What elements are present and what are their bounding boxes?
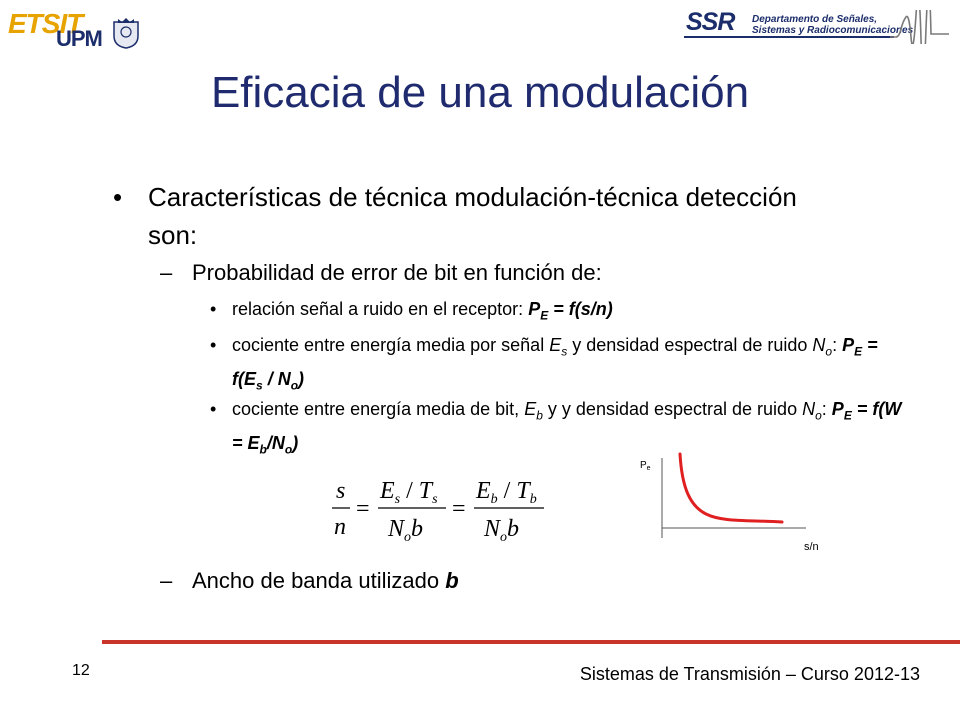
- svg-text:Eb / Tb: $E_b / T_b$: [476, 478, 537, 507]
- formula-pe-snr: $P_E = f(s/n)$: [528, 299, 613, 323]
- symbol-es: $E_s$: [549, 335, 568, 359]
- signal-wave-icon: [890, 10, 954, 44]
- dash-marker: –: [160, 260, 173, 285]
- sub-bullet-bandwidth: [192, 566, 459, 596]
- ssr-logo-text: SSR: [686, 8, 735, 36]
- symbol-eb: $E_b$: [524, 399, 543, 423]
- snr-equation: [330, 470, 550, 550]
- chart-series-line: [680, 454, 782, 522]
- item-energy-per-bit-text-b: y y densidad espectral de ruido: [547, 399, 798, 419]
- department-name-line2: Sistemas y Radiocomunicaciones: [752, 25, 914, 36]
- item-snr-text: relación señal a ruido en el receptor:: [232, 299, 524, 319]
- item-bullet-marker: •: [210, 399, 217, 419]
- bullet-marker: •: [113, 182, 123, 212]
- ssr-logo: [684, 6, 954, 46]
- sub-bullet-probability: Probabilidad de error de bit en función de:: [192, 260, 602, 285]
- formula-pe-w: $P_E = f(W = E_b/N_o)$: [232, 399, 902, 457]
- item-energy-per-bit-text-a: cociente entre energía media de bit,: [232, 399, 520, 419]
- item-energy-per-signal: cociente entre energía media por señal $E_s$ y densidad espectral de ruido $N_o$: $P_E = f(E_s / N_o)$: [232, 335, 878, 393]
- item-energy-per-bit: cociente entre energía media de bit, $E_b$ y y densidad espectral de ruido $N_o$: $P_E = f(W = E_b/N_o)$: [232, 399, 902, 457]
- etsit-upm-logo: [8, 8, 158, 50]
- bullet-characteristics: Características de técnica modulación-técnica detección son:: [148, 182, 797, 250]
- item-energy-per-signal-text-b: y densidad espectral de ruido: [572, 335, 808, 355]
- svg-text:Es / Ts: $E_s / T_s$: [380, 478, 438, 507]
- svg-text:=: =: [356, 496, 370, 522]
- item-snr: [232, 296, 912, 330]
- item-bullet-marker: •: [210, 335, 217, 355]
- svg-text:s: s: [336, 478, 346, 504]
- course-label: Sistemas de Transmisión – Curso 2012-13: [579, 664, 920, 684]
- chart-x-label: s/n: [804, 541, 819, 553]
- svg-text:Nob: $N_ob$: [484, 516, 520, 545]
- symbol-no: $N_o$: [812, 335, 833, 359]
- formula-pe-es-no: $P_E = f(E_s / N_o)$: [232, 335, 878, 393]
- page-number: 12: [72, 662, 90, 679]
- item-energy-per-signal-text-a: cociente entre energía media por señal: [232, 335, 545, 355]
- sub-bullet-bandwidth-text: Ancho de banda utilizado: [192, 568, 440, 593]
- symbol-no-2: $N_o$: [802, 399, 822, 423]
- pe-vs-snr-chart: [636, 448, 836, 558]
- slide-title: Eficacia de una modulación: [210, 68, 750, 117]
- svg-text:Nob: $N_ob$: [388, 516, 424, 545]
- upm-crest-icon: [108, 16, 144, 50]
- upm-logo-text: UPM: [56, 26, 102, 51]
- svg-text:n: n: [334, 514, 346, 540]
- svg-text:=: =: [452, 496, 466, 522]
- symbol-b: b: [445, 568, 459, 593]
- item-bullet-marker: •: [210, 299, 217, 319]
- department-name-line1: Departamento de Señales,: [752, 14, 878, 25]
- ssr-logo-rule: [684, 36, 894, 38]
- chart-y-label: $P_e$: [640, 460, 651, 472]
- etsit-logo-text: ETSIT: [8, 8, 83, 39]
- dash-marker: –: [160, 568, 173, 593]
- footer-rule: [102, 640, 960, 644]
